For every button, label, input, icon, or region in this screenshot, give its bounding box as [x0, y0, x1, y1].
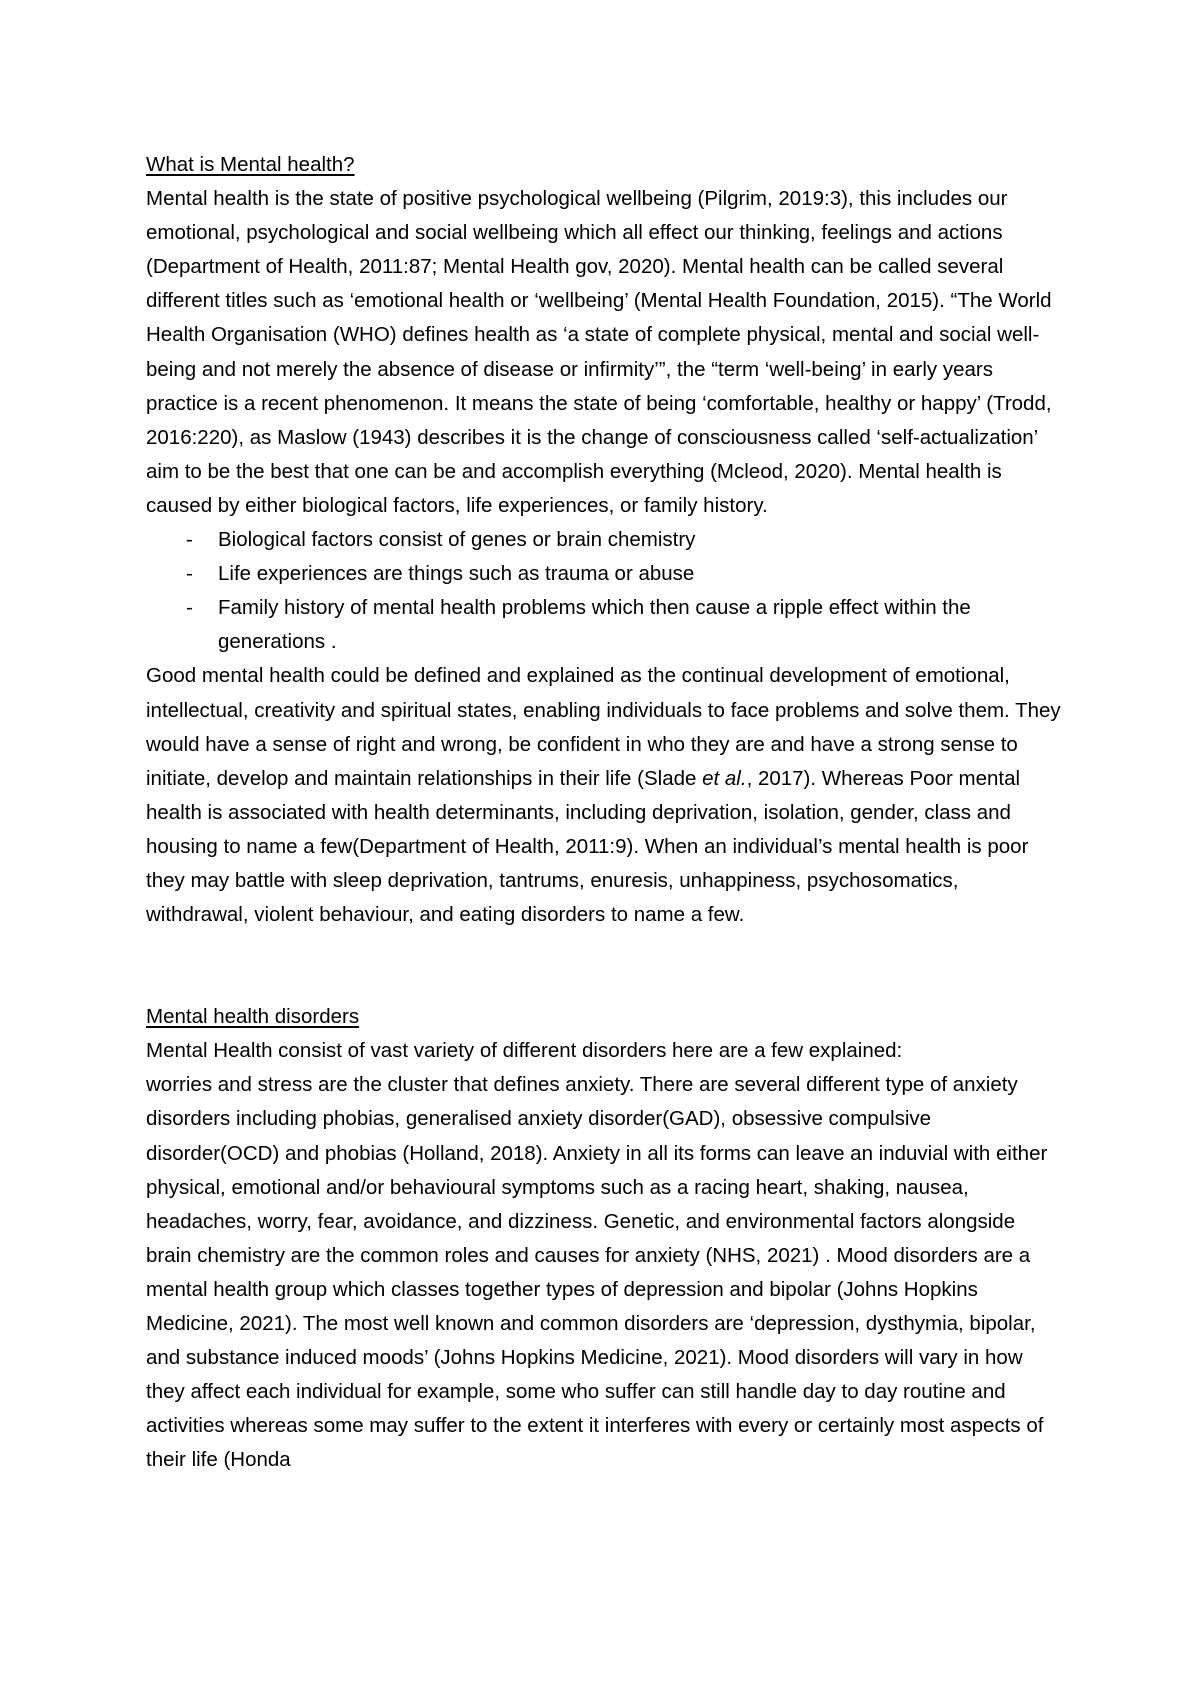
paragraph-text: , 2017). Whereas Poor mental health is associated with health determinants, including deprivation, isolation, gender, class and housing to name a few(Department of Health, 2011:9). When an individual’s mental health is poor they may battle with sleep deprivation, tantrums, enuresis, unhappiness, psychosomatics, withdrawal, violent behaviour, and eating disorders to name a few.	[146, 766, 1029, 927]
citation-et-al: et al.	[702, 766, 747, 790]
section-spacer	[146, 932, 1066, 1000]
list-item-text: Life experiences are things such as trauma or abuse	[218, 562, 695, 586]
bullet-marker: -	[186, 528, 193, 552]
document-body	[146, 148, 1066, 1477]
causes-list	[146, 523, 1066, 659]
list-item	[146, 557, 1066, 591]
list-item-text: Biological factors consist of genes or brain chemistry	[218, 528, 696, 552]
paragraph-mental-health-definition: Mental health is the state of positive psychological wellbeing (Pilgrim, 2019:3), this includes our emotional, psychological and social wellbeing which all effect our thinking, feelings and actions (Department of Health, 2011:87; Mental Health gov, 2020). Mental health can be called several different titles such as ‘emotional health or ‘wellbeing’ (Mental Health Foundation, 2015). “The World Health Organisation (WHO) defines health as ‘a state of complete physical, mental and social well-being and not merely the absence of disease or infirmity’”, the “term ‘well-being’ in early years practice is a recent phenomenon. It means the state of being ‘comfortable, healthy or happy’ (Trodd, 2016:220), as Maslow (1943) describes it is the change of consciousness called ‘self-actualization’ aim to be the best that one can be and accomplish everything (Mcleod, 2020). Mental health is caused by either biological factors, life experiences, or family history.	[146, 187, 1052, 517]
paragraph-anxiety-mood: worries and stress are the cluster that defines anxiety. There are several different type of anxiety disorders including phobias, generalised anxiety disorder(GAD), obsessive compulsive disorder(OCD) and phobias (Holland, 2018). Anxiety in all its forms can leave an induvial with either physical, emotional and/or behavioural symptoms such as a racing heart, shaking, nausea, headaches, worry, fear, avoidance, and dizziness. Genetic, and environmental factors alongside brain chemistry are the common roles and causes for anxiety (NHS, 2021) . Mood disorders are a mental health group which classes together types of depression and bipolar (Johns Hopkins Medicine, 2021). The most well known and common disorders are ‘depression, dysthymia, bipolar, and substance induced moods’ (Johns Hopkins Medicine, 2021). Mood disorders will vary in how they affect each individual for example, some who suffer can still handle day to day routine and activities whereas some may suffer to the extent it interferes with every or certainly most aspects of their life (Honda	[146, 1073, 1048, 1472]
paragraph-disorders-intro: Mental Health consist of vast variety of different disorders here are a few explained:	[146, 1039, 903, 1063]
list-item	[146, 591, 1066, 659]
section-heading-disorders: Mental health disorders	[146, 1005, 360, 1029]
list-item-text: Family history of mental health problems which then cause a ripple effect within the generations .	[218, 596, 971, 654]
paragraph-good-poor-mental-health	[146, 659, 1066, 932]
section-heading-mental-health: What is Mental health?	[146, 153, 355, 176]
bullet-marker: -	[186, 596, 193, 620]
list-item	[146, 523, 1066, 557]
paragraph-text: Good mental health could be defined and explained as the continual development of emotional, intellectual, creativity and spiritual states, enabling individuals to face problems and solve them. They would have a sense of right and wrong, be confident in who they are and have a strong sense to initiate, develop and maintain relationships in their life (Slade	[146, 664, 1061, 790]
bullet-marker: -	[186, 562, 193, 586]
